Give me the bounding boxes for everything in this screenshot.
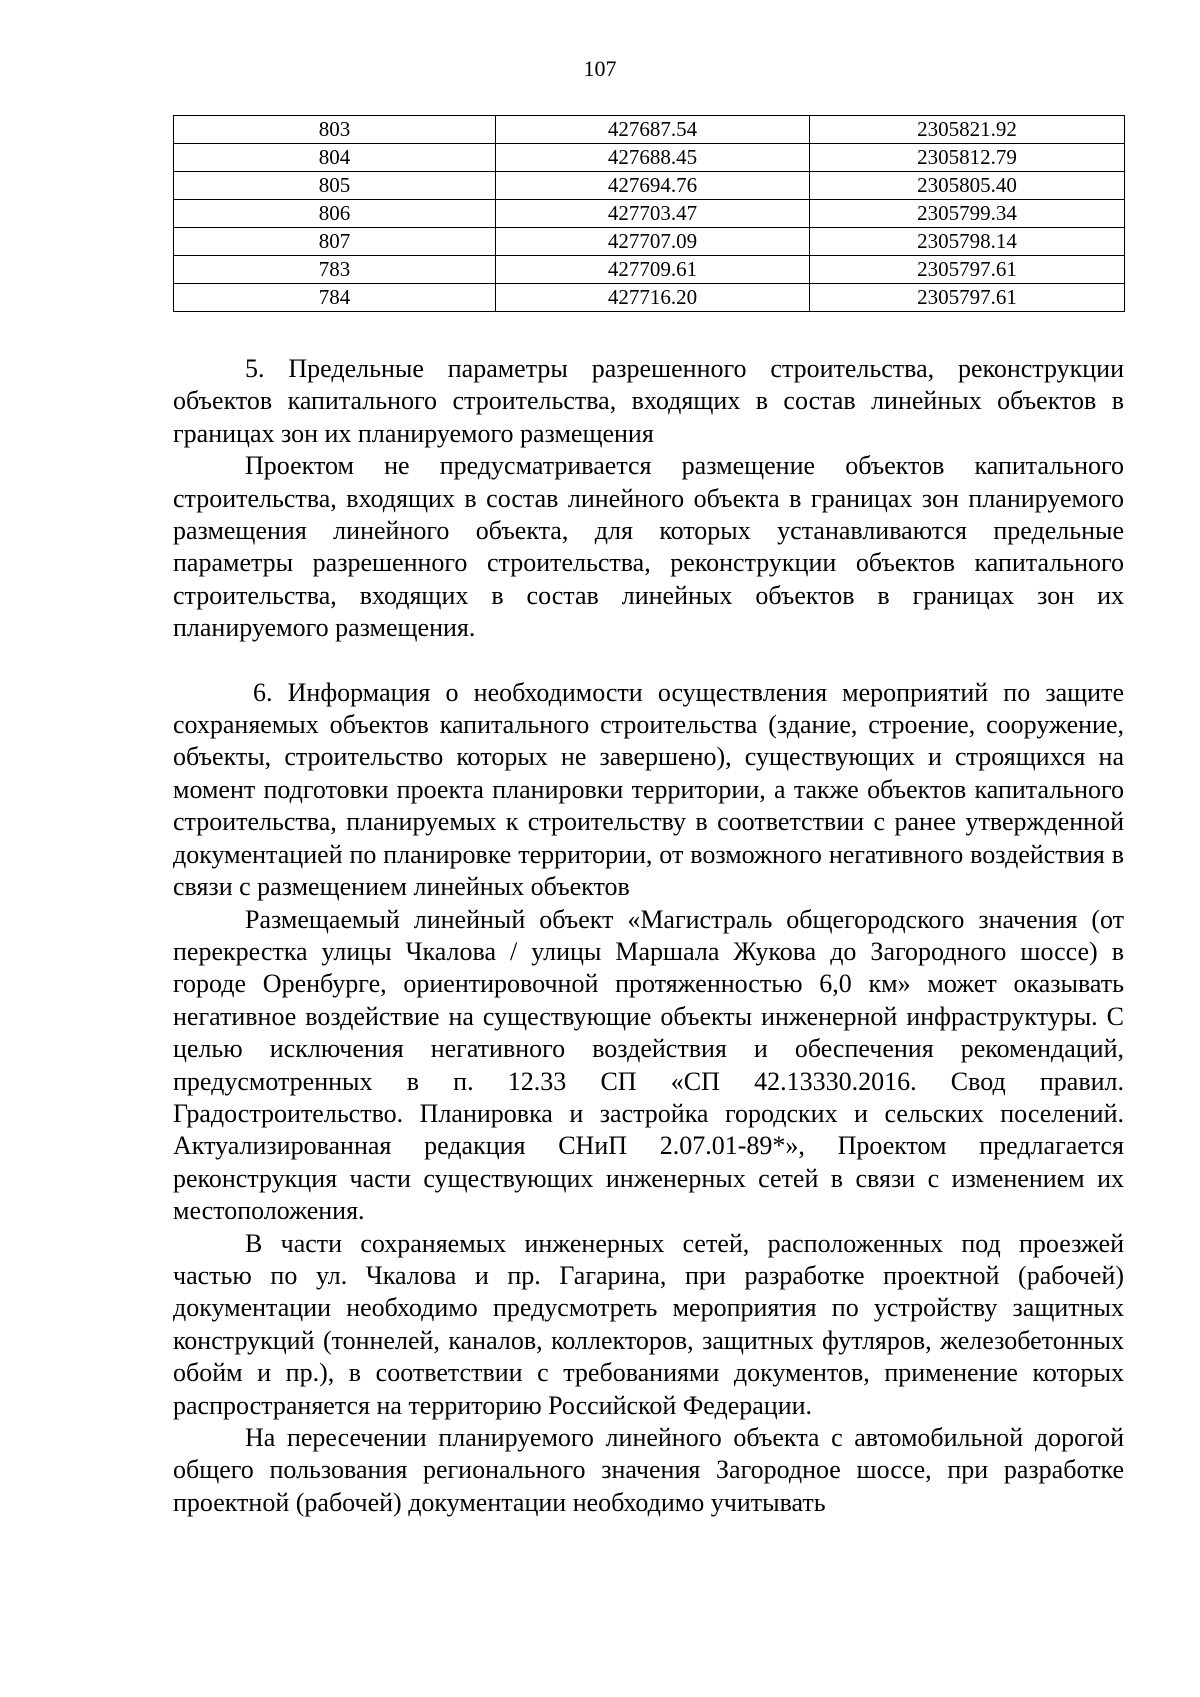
section-6-paragraph-1: Размещаемый линейный объект «Магистраль общегородского значения (от перекрестка улицы Чкалова / улицы Маршала Жукова до Загородного шоссе) в городе Оренбурге, ориентировочной протяженностью 6,0 км» может оказывать негативное воздействие на существующие объекты инженерной инфраструктуры. С целью исключения негативного воздействия и обеспечения рекомендаций, предусмотренных в п. 12.33 СП «СП 42.13330.2016. Свод правил. Градостроительство. Планировка и застройка городских и сельских поселений. Актуализированная редакция СНиП 2.07.01-89*», Проектом предлагается реконструкция части существующих инженерных сетей в связи с изменением их местоположения. [173,904,1124,1226]
table-row [174,172,1125,200]
section-6-paragraph-2: В части сохраняемых инженерных сетей, расположенных под проезжей частью по ул. Чкалова и пр. Гагарина, при разработке проектной (рабочей) документации необходимо предусмотреть мероприятия по устройству защитных конструкций (тоннелей, каналов, коллекторов, защитных футляров, железобетонных обойм и пр.), в соответствии с требованиями документов, применение которых распространяется на территорию Российской Федерации. [173,1228,1124,1420]
x-coordinate-cell: 427694.76 [496,172,810,200]
section-5-heading: 5. Предельные параметры разрешенного строительства, реконструкции объектов капитального строительства, входящих в состав линейных объектов в границах зон их планируемого размещения [173,354,1124,448]
section-6-paragraph-3: На пересечении планируемого линейного объекта с автомобильной дорогой общего пользования регионального значения Загородное шоссе, при разработке проектной (рабочей) документации необходимо учитывать [173,1423,1124,1517]
page-number: 107 [583,56,617,81]
point-number-cell: 806 [174,200,496,228]
x-coordinate-cell: 427688.45 [496,144,810,172]
section-6-heading: 6. Информация о необходимости осуществления мероприятий по защите сохраняемых объектов капитального строительства (здание, строение, сооружение, объекты, строительство которых не завершено), существующих и строящихся на момент подготовки проекта планировки территории, а также объектов капитального строительства, планируемых к строительству в соответствии с ранее утвержденной документацией по планировке территории, от возможного негативного воздействия в связи с размещением линейных объектов [173,677,1124,902]
point-number-cell: 803 [174,116,496,144]
table-row [174,144,1125,172]
x-coordinate-cell: 427709.61 [496,256,810,284]
table-row [174,116,1125,144]
y-coordinate-cell: 2305821.92 [810,116,1125,144]
table-row [174,256,1125,284]
table-row [174,200,1125,228]
x-coordinate-cell: 427716.20 [496,284,810,312]
y-coordinate-cell: 2305799.34 [810,200,1125,228]
document-body [173,353,1124,1519]
y-coordinate-cell: 2305812.79 [810,144,1125,172]
y-coordinate-cell: 2305797.61 [810,256,1125,284]
x-coordinate-cell: 427707.09 [496,228,810,256]
table-row [174,284,1125,312]
y-coordinate-cell: 2305798.14 [810,228,1125,256]
point-number-cell: 804 [174,144,496,172]
point-number-cell: 784 [174,284,496,312]
y-coordinate-cell: 2305797.61 [810,284,1125,312]
point-number-cell: 805 [174,172,496,200]
coordinate-table [173,115,1125,312]
x-coordinate-cell: 427703.47 [496,200,810,228]
x-coordinate-cell: 427687.54 [496,116,810,144]
section-5-body: Проектом не предусматривается размещение объектов капитального строительства, входящих в состав линейного объекта в границах зон планируемого размещения линейного объекта, для которых устанавливаются предельные параметры разрешенного строительства, реконструкции объектов капитального строительства, входящих в состав линейных объектов в границах зон их планируемого размещения. [173,451,1124,643]
point-number-cell: 807 [174,228,496,256]
point-number-cell: 783 [174,256,496,284]
table-row [174,228,1125,256]
y-coordinate-cell: 2305805.40 [810,172,1125,200]
